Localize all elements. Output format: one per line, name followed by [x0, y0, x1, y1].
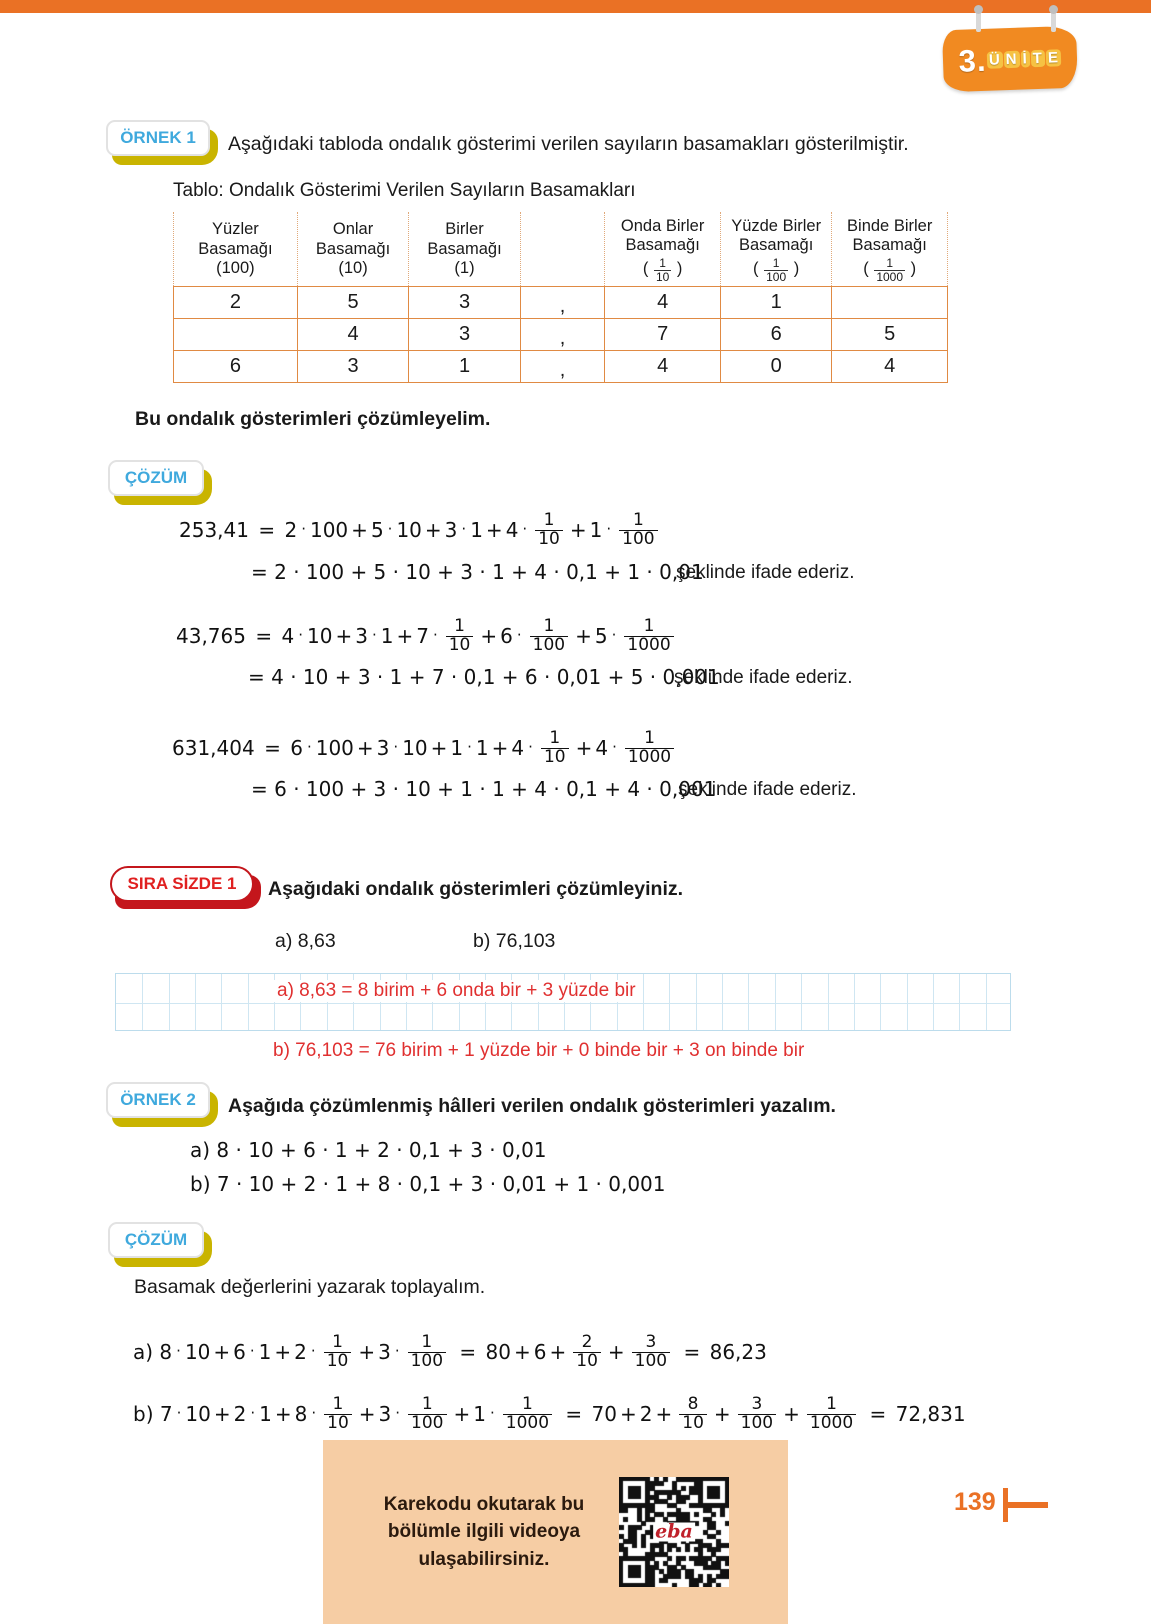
table-header-cell: [832, 212, 948, 287]
solution1-equation-line2: = 4 · 10 + 3 · 1 + 7 · 0,1 + 6 · 0,01 + 5 · 0,001: [248, 665, 720, 689]
term-coefficient: 1: [450, 736, 464, 760]
term-coefficient: 4: [511, 736, 525, 760]
cozum-1-label: ÇÖZÜM: [108, 460, 204, 496]
example1-intro: Aşağıdaki tabloda ondalık gösterimi verilen sayıların basamakları gösterilmiştir.: [228, 133, 909, 155]
header-value: (10): [338, 259, 368, 278]
grid-line-vertical: [854, 974, 855, 1030]
term-unit: 10: [306, 624, 333, 648]
fraction-numerator: 1: [643, 616, 655, 636]
term-coefficient: 2: [284, 518, 298, 542]
multiplication-dot: ·: [516, 626, 522, 644]
table-cell: 6: [720, 319, 831, 351]
sira-sizde-question-b: b) 76,103: [473, 930, 556, 952]
qr-info-line-3: ulaşabilirsiniz.: [418, 1548, 550, 1570]
unit-letter-0: Ü: [988, 50, 1002, 69]
plus-sign: +: [514, 1340, 531, 1364]
multiplication-dot: ·: [298, 626, 303, 644]
term-coefficient: 5: [370, 518, 384, 542]
grid-line-vertical: [880, 974, 881, 1030]
grid-line-vertical: [986, 974, 987, 1030]
qr-info-line-2: bölümle ilgili videoya: [387, 1521, 581, 1543]
plus-sign: +: [485, 518, 503, 542]
page-number-rule: [1003, 1502, 1048, 1508]
plus-sign: +: [396, 624, 414, 648]
fraction-denominator: 100: [619, 530, 657, 549]
equals-sign: =: [248, 624, 279, 648]
header-name: Yüzde Birler: [731, 217, 822, 235]
table-row: [174, 319, 948, 351]
equation-result: 72,831: [895, 1402, 966, 1426]
plus-sign: +: [430, 736, 448, 760]
table-cell: 3: [409, 319, 520, 351]
fraction-denominator: 1000: [503, 1414, 552, 1433]
fraction: [624, 618, 673, 654]
fraction: [408, 1396, 446, 1432]
page-number: 139: [954, 1488, 996, 1516]
solution1-note: şeklinde ifade ederiz.: [678, 779, 857, 800]
multiplication-dot: ·: [176, 1404, 182, 1422]
term-unit: 10: [396, 518, 422, 542]
solution1-note: şeklinde ifade ederiz.: [674, 667, 853, 688]
unit-letter-2: İ: [1022, 49, 1029, 68]
term-unit: 1: [380, 624, 394, 648]
table-cell: 5: [297, 287, 408, 319]
fraction-numerator: 1: [332, 1394, 344, 1414]
fraction-denominator: 10: [679, 1414, 707, 1433]
fraction-denominator: 100: [408, 1414, 446, 1433]
term-unit: 10: [185, 1402, 211, 1426]
term-coefficient: 4: [595, 736, 609, 760]
fraction: [807, 1396, 856, 1432]
fraction-denominator: 100: [530, 636, 568, 655]
unit-badge: [935, 12, 1085, 94]
table-row: [174, 287, 948, 319]
header-value: (100): [216, 259, 255, 278]
fraction: [535, 512, 563, 548]
fraction-denominator: 1000: [807, 1414, 856, 1433]
table-header-row: [174, 212, 948, 287]
sum-term: 70: [591, 1402, 617, 1426]
plus-sign: +: [491, 736, 509, 760]
grid-line-vertical: [169, 974, 170, 1030]
qr-code-icon[interactable]: [619, 1477, 729, 1587]
grid-line-vertical: [907, 974, 908, 1030]
grid-line-vertical: [195, 974, 196, 1030]
multiplication-dot: ·: [310, 1342, 316, 1360]
multiplication-dot: ·: [393, 738, 399, 756]
table-cell: 4: [832, 351, 948, 383]
grid-line-vertical: [933, 974, 934, 1030]
table-cell: 4: [605, 287, 721, 319]
plus-sign: +: [569, 518, 587, 542]
table-header-cell: [605, 212, 721, 287]
fraction-denominator: 10: [573, 1352, 601, 1371]
plus-sign: +: [783, 1402, 800, 1426]
term-coefficient: 7: [416, 624, 429, 648]
multiplication-dot: ·: [249, 1342, 255, 1360]
grid-line-vertical: [696, 974, 697, 1030]
table-row: [174, 351, 948, 383]
equals-sign: =: [559, 1402, 589, 1426]
equation-lhs: 43,765: [176, 624, 246, 648]
fraction: [632, 1334, 670, 1370]
fraction-numerator: 1: [632, 510, 644, 530]
fraction-denominator: 100: [408, 1352, 446, 1371]
fraction-numerator: 1: [543, 510, 555, 530]
unit-letter-3: T: [1032, 49, 1044, 67]
plus-sign: +: [575, 624, 592, 648]
fraction: [324, 1334, 352, 1370]
badge-pin-right-icon: [1051, 10, 1056, 32]
term-coefficient: 3: [355, 624, 368, 648]
term-unit: 100: [309, 518, 349, 542]
header-fraction: ( $\frac{1}{10}$ ): [642, 255, 683, 284]
grid-line-vertical: [669, 974, 670, 1030]
term-coefficient: 5: [594, 624, 608, 648]
equation-lhs: 631,404: [172, 736, 255, 760]
header-name: Binde Birler: [847, 217, 933, 235]
header-name: Yüzler: [212, 220, 259, 239]
term-coefficient: 4: [505, 518, 519, 542]
header-line2: Basamağı: [739, 236, 814, 255]
sira-sizde-prompt: Aşağıdaki ondalık gösterimleri çözümleyiniz.: [268, 878, 684, 900]
fraction-denominator: 100: [738, 1414, 776, 1433]
badge-pin-left-icon: [976, 10, 981, 32]
solution1-equation-line2: = 6 · 100 + 3 · 10 + 1 · 1 + 4 · 0,1 + 4 · 0,001: [251, 777, 717, 801]
term-coefficient: 2: [294, 1340, 307, 1364]
sum-term: 6: [533, 1340, 547, 1364]
fraction-numerator: 1: [549, 728, 561, 748]
term-coefficient: 6: [500, 624, 513, 648]
plus-sign: +: [480, 624, 498, 648]
equals-sign: =: [251, 518, 282, 542]
unit-number: 3.: [957, 42, 988, 79]
fraction-numerator: 1: [644, 728, 655, 748]
table-cell: 7: [605, 319, 721, 351]
term-unit: 10: [184, 1340, 211, 1364]
term-unit: 1: [259, 1402, 272, 1426]
term-coefficient: 2: [233, 1402, 247, 1426]
header-line2: Basamağı: [852, 236, 927, 255]
fraction-numerator: 1: [826, 1394, 837, 1414]
fraction-denominator: 100: [632, 1352, 670, 1371]
plus-sign: +: [274, 1340, 292, 1364]
fraction: [503, 1396, 552, 1432]
multiplication-dot: ·: [612, 738, 617, 756]
term-unit: 1: [258, 1340, 272, 1364]
decimal-comma-cell: ,: [520, 351, 605, 383]
fraction-denominator: 1000: [624, 636, 673, 655]
header-name: Onda Birler: [620, 217, 705, 235]
plus-sign: +: [358, 1340, 376, 1364]
multiplication-dot: ·: [387, 520, 393, 538]
multiplication-dot: ·: [490, 1404, 495, 1422]
table-cell: 1: [720, 287, 831, 319]
fraction: [738, 1396, 776, 1432]
fraction-numerator: 1: [332, 1332, 343, 1352]
fraction-numerator: 2: [581, 1332, 593, 1352]
fraction-denominator: 10: [324, 1352, 352, 1371]
fraction-denominator: 10: [541, 748, 569, 767]
header-name: Birler: [445, 220, 484, 239]
fraction-numerator: 8: [687, 1394, 699, 1414]
grid-line-vertical: [221, 974, 222, 1030]
header-value: (1): [454, 259, 475, 278]
table-cell: 1: [409, 351, 520, 383]
term-unit: 1: [470, 518, 483, 542]
equals-sign: =: [863, 1402, 893, 1426]
item-tag: a): [133, 1340, 154, 1364]
unit-letter-4: E: [1047, 48, 1060, 67]
multiplication-dot: ·: [522, 520, 528, 538]
header-line2: Basamağı: [427, 239, 502, 258]
header-fraction: ( $\frac{1}{1000}$ ): [863, 255, 917, 284]
sira-sizde-label: SIRA SİZDE 1: [110, 866, 254, 902]
grid-line-vertical: [248, 974, 249, 1030]
unit-badge-text: [942, 26, 1078, 93]
term-coefficient: 3: [444, 518, 458, 542]
term-coefficient: 4: [281, 624, 295, 648]
header-line2: Basamağı: [315, 239, 391, 258]
fraction: [446, 618, 474, 654]
plus-sign: +: [607, 1340, 625, 1364]
fraction-numerator: 1: [522, 1394, 533, 1414]
ornek-2-label: ÖRNEK 2: [106, 1082, 210, 1118]
term-coefficient: 1: [589, 518, 603, 542]
solution1-equation-line1: [172, 730, 678, 766]
term-unit: 10: [402, 736, 428, 760]
example1-prompt: Bu ondalık gösterimleri çözümleyelim.: [135, 408, 491, 430]
decimal-comma-cell: ,: [520, 319, 605, 351]
term-unit: 100: [315, 736, 354, 760]
sum-term: 80: [485, 1340, 511, 1364]
table-cell: 3: [297, 351, 408, 383]
table-header-cell: [409, 212, 520, 287]
multiplication-dot: ·: [432, 626, 438, 644]
solution2-equation: [133, 1396, 966, 1432]
fraction-denominator: 10: [324, 1414, 352, 1433]
sira-sizde-answer-b: b) 76,103 = 76 birim + 1 yüzde bir + 0 binde bir + 3 on binde bir: [273, 1040, 805, 1061]
fraction: [530, 618, 568, 654]
plus-sign: +: [655, 1402, 673, 1426]
fraction-numerator: 1: [421, 1332, 433, 1352]
term-coefficient: 8: [294, 1402, 308, 1426]
plus-sign: +: [358, 1402, 376, 1426]
table-header-cell: [174, 212, 298, 287]
multiplication-dot: ·: [311, 1404, 317, 1422]
fraction-numerator: 1: [454, 616, 465, 636]
grid-line-vertical: [142, 974, 143, 1030]
grid-line-vertical: [828, 974, 829, 1030]
fraction: [619, 512, 657, 548]
grid-line-horizontal: [116, 1003, 1010, 1004]
sira-sizde-answer-a: a) 8,63 = 8 birim + 6 onda bir + 3 yüzde bir: [273, 980, 640, 1002]
term-coefficient: 3: [378, 1402, 392, 1426]
qr-info-text: [349, 1491, 619, 1574]
header-name: Onlar: [332, 220, 374, 239]
multiplication-dot: ·: [176, 1342, 181, 1360]
item-tag: b): [133, 1402, 154, 1426]
multiplication-dot: ·: [606, 520, 612, 538]
multiplication-dot: ·: [394, 1342, 400, 1360]
term-coefficient: 1: [473, 1402, 486, 1426]
table-cell: 6: [174, 351, 298, 383]
multiplication-dot: ·: [250, 1404, 256, 1422]
table-header-cell: [720, 212, 831, 287]
unit-letter-1: N: [1005, 50, 1018, 68]
solution1-note: şeklinde ifade ederiz.: [676, 562, 855, 583]
grid-line-vertical: [748, 974, 749, 1030]
cozum-2-label: ÇÖZÜM: [108, 1222, 204, 1258]
table-header-cell: [297, 212, 408, 287]
grid-line-vertical: [959, 974, 960, 1030]
equals-sign: =: [677, 1340, 707, 1364]
sira-sizde-question-a: a) 8,63: [275, 930, 336, 952]
table-cell: 0: [720, 351, 831, 383]
solution1-equation-line2: = 2 · 100 + 5 · 10 + 3 · 1 + 4 · 0,1 + 1 · 0,01: [251, 560, 704, 584]
term-coefficient: 6: [233, 1340, 246, 1364]
plus-sign: +: [619, 1402, 637, 1426]
multiplication-dot: ·: [395, 1404, 401, 1422]
fraction-denominator: 1000: [625, 748, 674, 767]
multiplication-dot: ·: [528, 738, 533, 756]
plus-sign: +: [356, 736, 374, 760]
solution1-equation-line1: [179, 512, 662, 548]
table-cell: 5: [832, 319, 948, 351]
header-line2: Basamağı: [198, 239, 273, 258]
multiplication-dot: ·: [301, 520, 306, 538]
fraction: [625, 730, 674, 766]
fraction: [679, 1396, 707, 1432]
fraction-numerator: 1: [543, 616, 555, 636]
fraction-denominator: 10: [446, 636, 474, 655]
plus-sign: +: [213, 1340, 231, 1364]
table-cell: [832, 287, 948, 319]
table-cell: 2: [174, 287, 298, 319]
grid-line-vertical: [775, 974, 776, 1030]
fraction-numerator: 1: [421, 1394, 433, 1414]
fraction: [573, 1334, 601, 1370]
term-coefficient: 7: [159, 1402, 173, 1426]
term-unit: 1: [475, 736, 489, 760]
header-fraction: ( $\frac{1}{100}$ ): [753, 255, 800, 284]
multiplication-dot: ·: [611, 626, 617, 644]
equals-sign: =: [453, 1340, 483, 1364]
eba-brand-label: eba: [655, 1520, 693, 1543]
plus-sign: +: [213, 1402, 231, 1426]
table-cell: 4: [297, 319, 408, 351]
example2-prompt: Aşağıda çözümlenmiş hâlleri verilen ondalık gösterimleri yazalım.: [228, 1095, 836, 1117]
multiplication-dot: ·: [371, 626, 377, 644]
solution2-intro: Basamak değerlerini yazarak toplayalım.: [134, 1276, 486, 1298]
grid-line-vertical: [801, 974, 802, 1030]
plus-sign: +: [453, 1402, 471, 1426]
fraction-denominator: 10: [535, 530, 563, 549]
fraction: [408, 1334, 446, 1370]
table-cell: 3: [409, 287, 520, 319]
fraction: [324, 1396, 352, 1432]
solution1-equation-line1: [176, 618, 678, 654]
table-header-cell: [520, 212, 605, 287]
plus-sign: +: [351, 518, 368, 542]
example2-item-a: a) 8 · 10 + 6 · 1 + 2 · 0,1 + 3 · 0,01: [190, 1138, 547, 1162]
header-line2: Basamağı: [625, 236, 700, 255]
multiplication-dot: ·: [461, 520, 467, 538]
table-cell: [174, 319, 298, 351]
plus-sign: +: [335, 624, 353, 648]
example2-item-b: b) 7 · 10 + 2 · 1 + 8 · 0,1 + 3 · 0,01 + 1 · 0,001: [190, 1172, 666, 1196]
sum-term: 2: [639, 1402, 653, 1426]
term-coefficient: 6: [290, 736, 303, 760]
qr-info-box: [323, 1440, 788, 1624]
grid-line-vertical: [722, 974, 723, 1030]
plus-sign: +: [549, 1340, 567, 1364]
table-caption: Tablo: Ondalık Gösterimi Verilen Sayıların Basamakları: [173, 180, 636, 201]
grid-line-vertical: [643, 974, 644, 1030]
plus-sign: +: [575, 736, 593, 760]
ornek-1-label: ÖRNEK 1: [106, 120, 210, 156]
table-cell: 4: [605, 351, 721, 383]
equation-lhs: 253,41: [179, 518, 249, 542]
fraction-numerator: 3: [751, 1394, 763, 1414]
solution2-equation: [133, 1334, 767, 1370]
fraction: [541, 730, 569, 766]
term-coefficient: 8: [159, 1340, 173, 1364]
multiplication-dot: ·: [467, 738, 472, 756]
plus-sign: +: [274, 1402, 292, 1426]
fraction-numerator: 3: [645, 1332, 657, 1352]
plus-sign: +: [713, 1402, 731, 1426]
equation-result: 86,23: [709, 1340, 767, 1364]
place-value-table: [173, 212, 948, 383]
qr-info-line-1: Karekodu okutarak bu: [383, 1493, 585, 1515]
plus-sign: +: [424, 518, 442, 542]
multiplication-dot: ·: [306, 738, 312, 756]
term-coefficient: 3: [376, 736, 390, 760]
equals-sign: =: [257, 736, 288, 760]
term-coefficient: 3: [378, 1340, 391, 1364]
decimal-comma-cell: ,: [520, 287, 605, 319]
